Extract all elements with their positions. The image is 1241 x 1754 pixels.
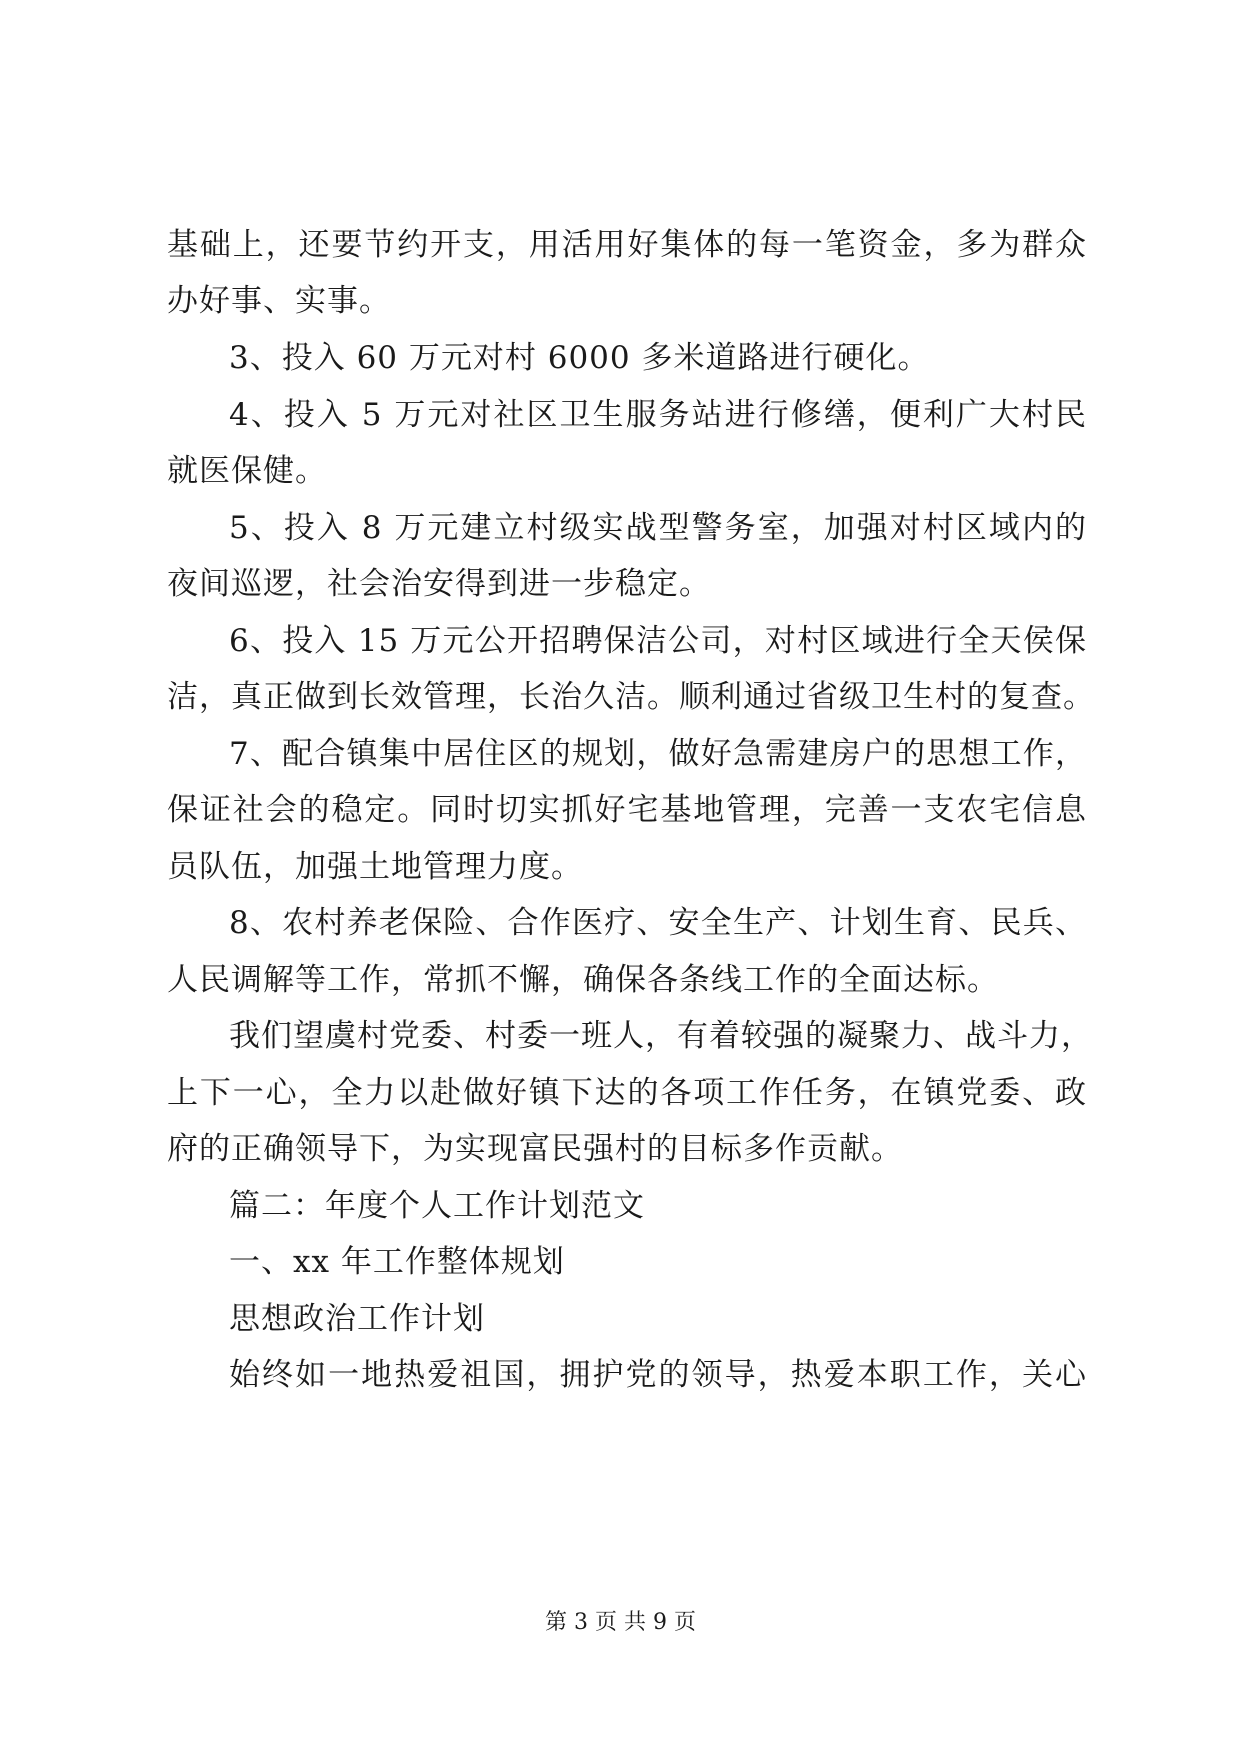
- text-line-13: 8、农村养老保险、合作医疗、安全生产、计划生育、民兵、: [229, 905, 1087, 941]
- text-line-5: 就医保健。: [167, 453, 327, 489]
- text-line-14: 人民调解等工作，常抓不懈，确保各条线工作的全面达标。: [167, 962, 999, 998]
- text-line-9: 洁，真正做到长效管理，长治久洁。顺利通过省级卫生村的复查。: [167, 679, 1095, 715]
- text-line-11: 保证社会的稳定。同时切实抓好宅基地管理，完善一支农宅信息: [167, 792, 1087, 828]
- text-line-10: 7、配合镇集中居住区的规划，做好急需建房户的思想工作，: [229, 736, 1087, 772]
- text-line-3: 3、投入 60 万元对村 6000 多米道路进行硬化。: [229, 340, 930, 376]
- text-line-12: 员队伍，加强土地管理力度。: [167, 849, 583, 885]
- text-line-7: 夜间巡逻，社会治安得到进一步稳定。: [167, 566, 711, 602]
- text-line-8: 6、投入 15 万元公开招聘保洁公司，对村区域进行全天侯保: [229, 623, 1087, 659]
- text-line-4: 4、投入 5 万元对社区卫生服务站进行修缮，便利广大村民: [229, 397, 1087, 433]
- text-line-15: 我们望虞村党委、村委一班人，有着较强的凝聚力、战斗力，: [229, 1018, 1093, 1054]
- section-heading: 篇二：年度个人工作计划范文: [229, 1188, 645, 1224]
- text-line-17: 府的正确领导下，为实现富民强村的目标多作贡献。: [167, 1131, 903, 1167]
- text-line-2: 办好事、实事。: [167, 283, 391, 319]
- subsection-heading: 一、xx 年工作整体规划: [229, 1244, 565, 1280]
- text-line-1: 基础上，还要节约开支，用活用好集体的每一笔资金，多为群众: [167, 227, 1087, 263]
- subsection-title: 思想政治工作计划: [229, 1301, 485, 1337]
- page-number-footer: 第 3 页 共 9 页: [545, 1610, 696, 1635]
- text-line-6: 5、投入 8 万元建立村级实战型警务室，加强对村区域内的: [229, 510, 1087, 546]
- text-line-16: 上下一心，全力以赴做好镇下达的各项工作任务，在镇党委、政: [167, 1075, 1087, 1111]
- text-line-21: 始终如一地热爱祖国，拥护党的领导，热爱本职工作，关心: [229, 1357, 1087, 1393]
